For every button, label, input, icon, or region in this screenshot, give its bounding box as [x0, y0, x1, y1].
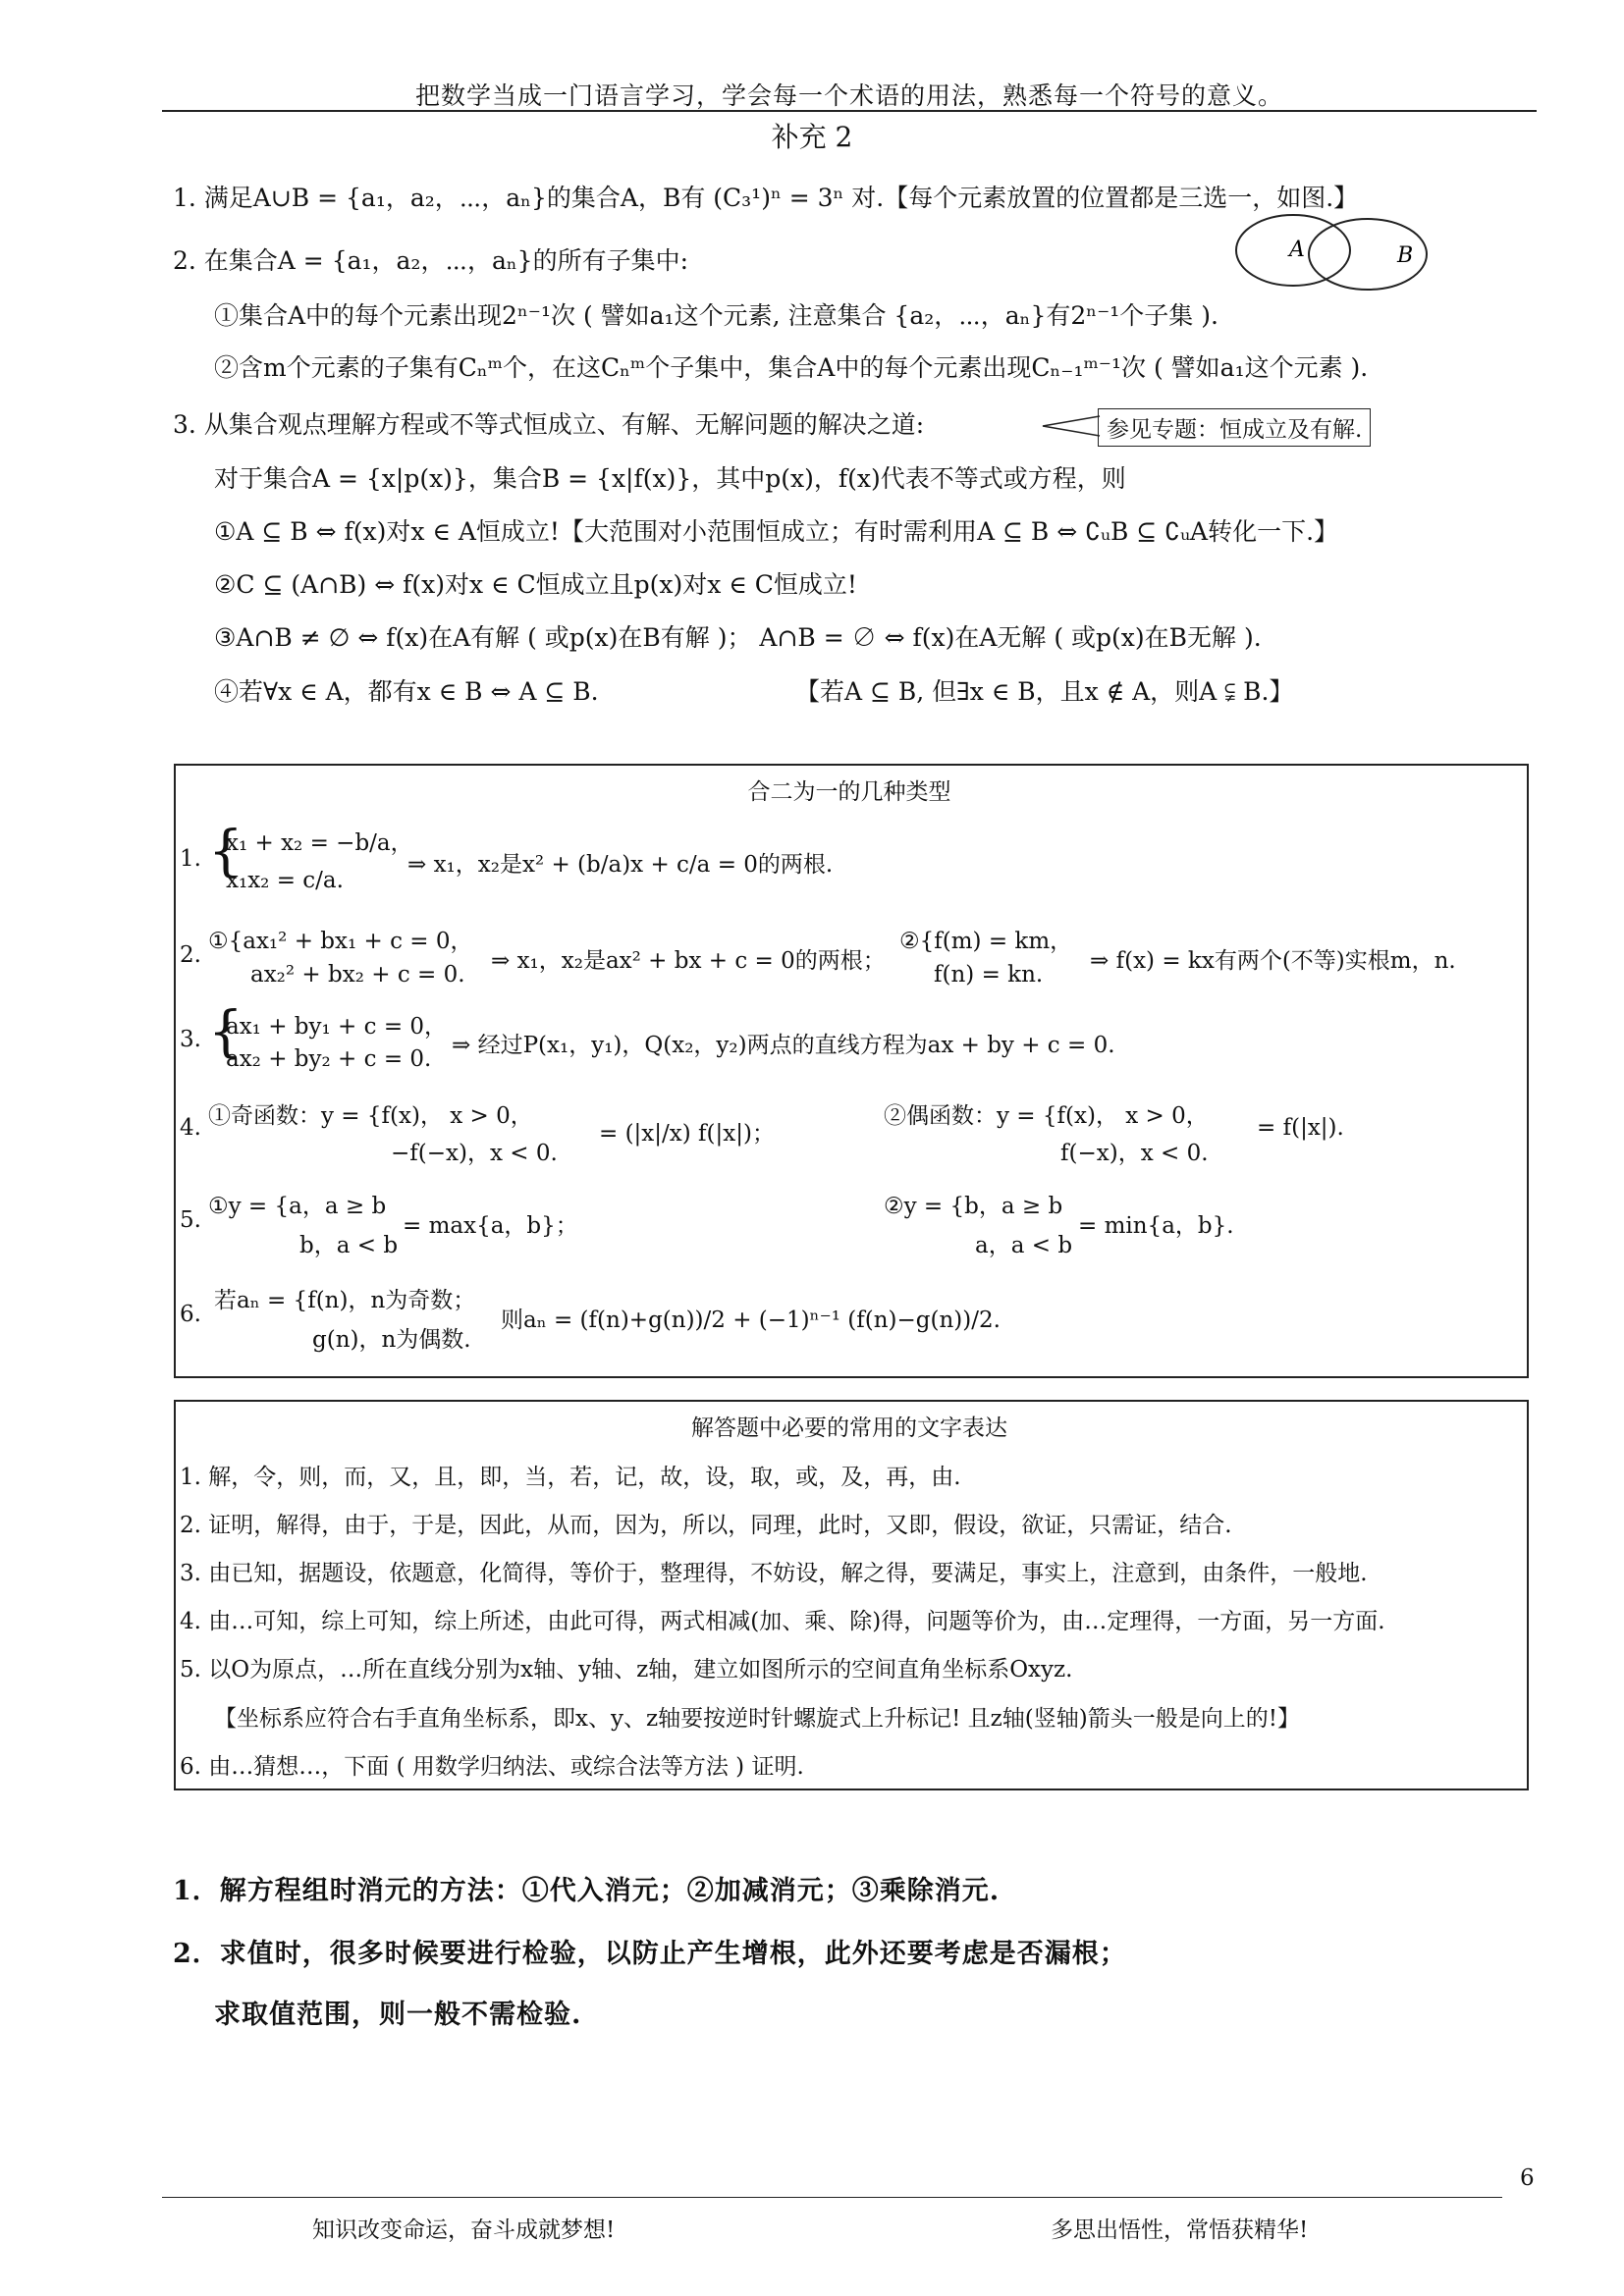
box1-row6-a: 若aₙ = {f(n)，n为奇数；	[214, 1288, 476, 1313]
box2-title: 解答题中必要的常用的文字表达	[691, 1415, 1007, 1441]
note-2: 2．求值时，很多时候要进行检验，以防止产生增根，此外还要考虑是否漏根；	[173, 1939, 1127, 1969]
item-1: 1. 满足A∪B = {a₁，a₂，⋯，aₙ}的集合A，B有 (C₃¹)ⁿ = 3ⁿ 对.【每个元素放置的位置都是三选一，如图.】	[173, 184, 1359, 212]
item-2: 2. 在集合A = {a₁，a₂，⋯，aₙ}的所有子集中:	[173, 246, 689, 275]
box1-row4-a3: = (|x|/x) f(|x|)；	[599, 1121, 775, 1147]
item-3e-note: 【若A ⊆ B, 但∃x ∈ B，且x ∉ A，则A ⫋ B.】	[795, 677, 1294, 706]
box1-row1-num: 1.	[180, 846, 201, 872]
box2-line-2: 2. 证明，解得，由于，于是，因此，从而，因为，所以，同理，此时，又即，假设，欲证，只需证，结合.	[180, 1513, 1232, 1538]
box1-row1-text: ⇒ x₁，x₂是x² + (b/a)x + c/a = 0的两根.	[407, 852, 834, 878]
section-title: 补充 2	[771, 121, 853, 153]
item-3a: 对于集合A = {x|p(x)}，集合B = {x|f(x)}，其中p(x)，f(x)代表不等式或方程，则	[214, 464, 1126, 493]
box1-row3-text: ⇒ 经过P(x₁，y₁)，Q(x₂，y₂)两点的直线方程为ax + by + c = 0.	[452, 1033, 1115, 1058]
header-motto: 把数学当成一门语言学习，学会每一个术语的用法，熟悉每一个符号的意义。	[414, 81, 1283, 110]
brace: {	[208, 820, 244, 883]
box1-row5-num: 5.	[180, 1207, 201, 1233]
box1-row6-b: 则aₙ = (f(n)+g(n))/2 + (−1)ⁿ⁻¹ (f(n)−g(n))/2.	[501, 1308, 1001, 1333]
item-2b: ②含m个元素的子集有Cₙᵐ个，在这Cₙᵐ个子集中，集合A中的每个元素出现Cₙ₋₁ᵐ⁻¹次 ( 譬如a₁这个元素 ).	[214, 353, 1369, 382]
callout-see-topic: 参见专题：恒成立及有解.	[1098, 408, 1371, 447]
note-1: 1．解方程组时消元的方法：①代入消元；②加减消元；③乘除消元.	[173, 1876, 1001, 1906]
box2-line-6: 6. 由…猜想…，下面 ( 用数学归纳法、或综合法等方法 ) 证明.	[180, 1754, 804, 1780]
box1-row5-b2: a，a < b	[975, 1233, 1073, 1258]
box1-row5-b: ②y = {b，a ≥ b	[884, 1194, 1063, 1219]
box1-row3-num: 3.	[180, 1027, 201, 1052]
box1-row2-sys2: ax₂² + bx₂ + c = 0.	[250, 962, 465, 988]
item-3c: ②C ⊆ (A∩B) ⇔ f(x)对x ∈ C恒成立且p(x)对x ∈ C恒成立!	[214, 570, 857, 599]
box1-row1-sys2: x₁x₂ = c/a.	[226, 868, 344, 893]
box1-row2-text2: ⇒ f(x) = kx有两个(不等)实根m，n.	[1090, 948, 1456, 974]
box1-row1-sys1: x₁ + x₂ = −b/a，	[226, 830, 413, 856]
box1-row5-a: ①y = {a，a ≥ b	[208, 1194, 387, 1219]
box1-row3-sys2: ax₂ + by₂ + c = 0.	[226, 1046, 432, 1072]
footer-rule	[162, 2197, 1502, 2198]
box1-row3-sys1: ax₁ + by₁ + c = 0，	[226, 1014, 448, 1040]
box2-line-1: 1. 解，令，则，而，又，且，即，当，若，记，故，设，取，或，及，再，由.	[180, 1465, 961, 1490]
footer-right-motto: 多思出悟性，常悟获精华!	[1051, 2217, 1309, 2243]
page-number: 6	[1520, 2165, 1535, 2191]
box1-row6-a2: g(n)，n为偶数.	[312, 1327, 471, 1353]
venn-label-b: B	[1397, 243, 1414, 268]
box1-row5-b3: = min{a，b}.	[1078, 1213, 1234, 1239]
box1-row2-text: ⇒ x₁，x₂是ax² + bx + c = 0的两根；	[491, 948, 886, 974]
box1-row2-sys3: ②{f(m) = km，	[899, 929, 1073, 954]
item-3: 3. 从集合观点理解方程或不等式恒成立、有解、无解问题的解决之道:	[173, 410, 925, 439]
brace: {	[208, 1000, 244, 1064]
note-3: 求取值范围，则一般不需检验.	[214, 2000, 582, 2030]
item-2a: ①集合A中的每个元素出现2ⁿ⁻¹次 ( 譬如a₁这个元素, 注意集合 {a₂，⋯，aₙ}有2ⁿ⁻¹个子集 ).	[214, 301, 1218, 330]
box1-row5-a2: b，a < b	[299, 1233, 399, 1258]
item-3d: ③A∩B ≠ ∅ ⇔ f(x)在A有解 ( 或p(x)在B有解 )； A∩B = ∅ ⇔ f(x)在A无解 ( 或p(x)在B无解 ).	[214, 623, 1262, 652]
box2-line-5b: 【坐标系应符合右手直角坐标系，即x、y、z轴要按逆时针螺旋式上升标记! 且z轴(竖轴)箭头一般是向上的!】	[214, 1706, 1300, 1732]
header-rule	[162, 110, 1537, 112]
box1-row4-num: 4.	[180, 1115, 201, 1141]
box1-row2-num: 2.	[180, 942, 201, 968]
venn-label-a: A	[1289, 238, 1305, 262]
item-3b: ①A ⊆ B ⇔ f(x)对x ∈ A恒成立!【大范围对小范围恒成立；有时需利用A ⊆ B ⇔ ∁ᵤB ⊆ ∁ᵤA转化一下.】	[214, 517, 1339, 546]
item-3e: ④若∀x ∈ A，都有x ∈ B ⇔ A ⊆ B.	[214, 677, 599, 706]
box1-row4-b3: = f(|x|).	[1257, 1115, 1344, 1141]
box2-line-5: 5. 以O为原点，…所在直线分别为x轴、y轴、z轴，建立如图所示的空间直角坐标系Oxyz.	[180, 1657, 1073, 1682]
box2-line-3: 3. 由已知，据题设，依题意，化简得，等价于，整理得，不妨设，解之得，要满足，事实上，注意到，由条件，一般地.	[180, 1561, 1368, 1586]
box2-line-4: 4. 由…可知，综上可知，综上所述，由此可得，两式相减(加、乘、除)得，问题等价为，由…定理得，一方面，另一方面.	[180, 1609, 1385, 1634]
venn-diagram	[1232, 211, 1458, 299]
box1-row6-num: 6.	[180, 1302, 201, 1327]
box1-row2-sys1: ①{ax₁² + bx₁ + c = 0，	[208, 929, 473, 954]
box1-row4-a2: −f(−x)，x < 0.	[391, 1141, 558, 1166]
footer-left-motto: 知识改变命运，奋斗成就梦想!	[312, 2217, 616, 2243]
box1-row5-a3: = max{a，b}；	[403, 1213, 578, 1239]
box1-row4-a: ①奇函数：y = {f(x)， x > 0，	[208, 1103, 533, 1129]
callout-pointer	[1041, 412, 1102, 442]
box1-row4-b2: f(−x)，x < 0.	[1060, 1141, 1209, 1166]
box1-row4-b: ②偶函数：y = {f(x)， x > 0，	[884, 1103, 1209, 1129]
box1-row2-sys4: f(n) = kn.	[934, 962, 1044, 988]
box1-title: 合二为一的几种类型	[747, 779, 951, 805]
